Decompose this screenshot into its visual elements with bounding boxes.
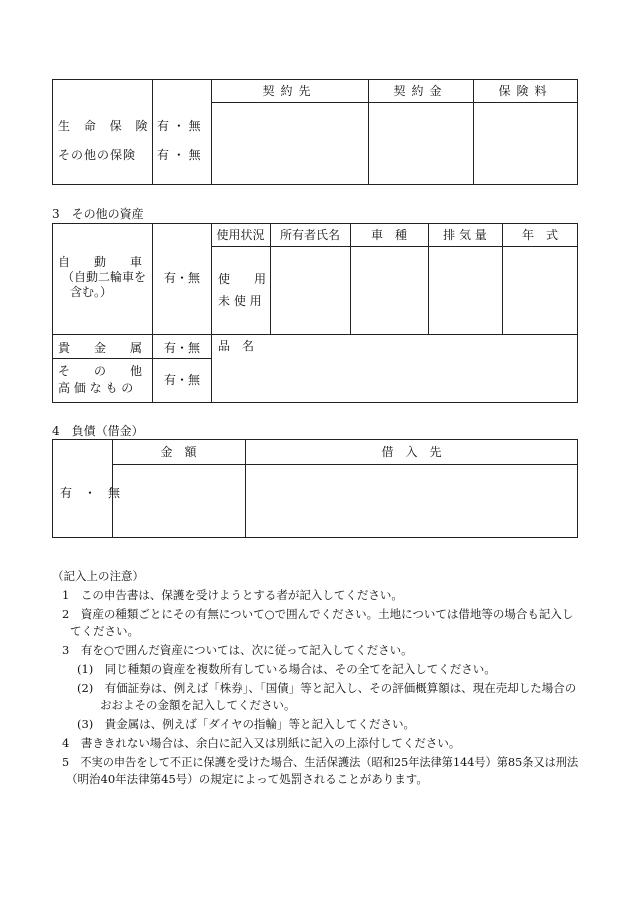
section-3-title: 3 その他の資産 [52,207,144,221]
life-insurance-choice[interactable]: 有 ・ 無 [157,119,201,133]
precious-metal-choice[interactable]: 有・無 [164,341,201,355]
car-header-displacement: 排 気 量 [443,228,487,242]
debt-header-divider [112,464,578,465]
precious-metal-label: 貴 金 属 [58,341,143,355]
debt-header-lender: 借 入 先 [381,445,442,459]
section-4-title: 4 負債（借金） [52,424,144,438]
life-insurance-label: 生 命 保 険 [58,119,153,133]
debt-choice[interactable]: 有 ・ 無 [60,486,121,500]
note-line: 3 有を○で囲んだ資産については、次に従って記入してください。 [62,643,413,657]
car-row-divider [52,334,578,335]
other-assets-col-divider [152,223,153,403]
other-insurance-choice[interactable]: 有 ・ 無 [157,148,201,162]
other-valuables-choice[interactable]: 有・無 [164,373,201,387]
car-usage-unused[interactable]: 未 使 用 [218,294,262,308]
note-line: 4 書ききれない場合は、余白に記入又は別紙に記入の上添付してください。 [62,736,461,750]
other-assets-col-divider [211,223,212,403]
car-header-divider [211,246,578,247]
car-label: 自 動 車 [58,255,143,269]
note-line: 1 この申告書は、保護を受けようとする者が記入してください。 [62,588,403,602]
insurance-header-premium: 保険料 [498,84,553,98]
other-valuables-label: そ の 他 [58,364,143,378]
note-line: (1) 同じ種類の資産を複数所有している場合は、その全てを記入してください。 [77,662,496,676]
notes-title: （記入上の注意） [52,569,144,583]
insurance-header-divider [211,102,578,103]
debt-header-amount: 金 額 [160,445,197,459]
note-line: （明治40年法律第45号）の規定によって処罰されることがあります。 [66,772,428,786]
note-line: (3) 貴金属は、例えば「ダイヤの指輪」等と記入してください。 [77,717,416,731]
other-insurance-label: その他の保険 [58,148,137,162]
car-choice[interactable]: 有・無 [164,271,201,285]
note-line: 5 不実の申告をして不正に保護を受けた場合、生活保護法（昭和25年法律第144号）第85条又は刑法 [62,755,579,769]
note-line: てください。 [70,624,139,638]
note-line: おおよその金額を記入してください。 [100,698,296,712]
car-label-note: （自動二輪車を [62,270,147,284]
car-label-note-end: 含む。） [70,285,113,299]
car-header-year: 年 式 [521,228,558,242]
metal-row-divider [52,358,212,359]
insurance-header-amount: 契約金 [393,84,448,98]
car-usage-use[interactable]: 使 用 [218,272,267,286]
car-header-model: 車 種 [370,228,407,242]
car-header-usage: 使用状況 [216,228,265,242]
other-valuables-label-2: 高 価 な も の [58,381,134,395]
item-name-label: 品 名 [218,339,255,353]
insurance-header-contractor: 契約先 [262,84,317,98]
car-header-owner: 所有者氏名 [279,228,340,242]
note-line: (2) 有価証券は、例えば「株券」、「国債」等と記入し、その評価概算額は、現在売却した場合の [77,681,577,695]
note-line: 2 資産の種類ごとにその有無について○で囲んでください。土地については借地等の場合も記入し [62,607,574,621]
